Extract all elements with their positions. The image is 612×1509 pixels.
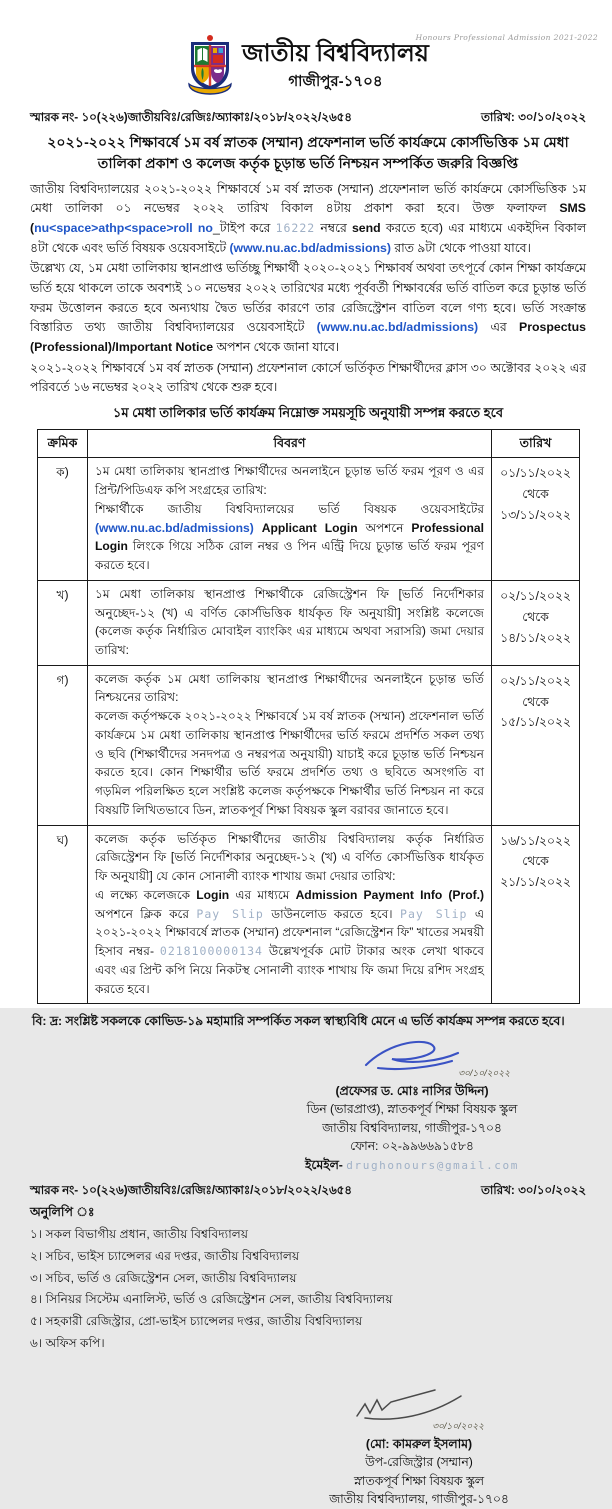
pay-slip-text: Pay Slip (400, 906, 468, 921)
schedule-table-caption: ১ম মেধা তালিকার ভর্তি কার্যক্রম নিম্নোক্ত সময়সূচি অনুযায়ী সম্পন্ন করতে হবে (112, 404, 504, 420)
date-range: ০২/১১/২০২২ থেকে ১৪/১১/২০২২ (492, 580, 580, 665)
date-range: ১৬/১১/২০২২ থেকে ২১/১১/২০২২ (492, 825, 580, 1004)
list-item: ৩। সচিব, ভর্তি ও রেজিস্ট্রেশন সেল, জাতীয় বিশ্ববিদ্যালয় (30, 1270, 297, 1285)
column-header-description: বিবরণ (88, 429, 492, 457)
signatory-name: (মো: কামরুল ইসলাম) (365, 1436, 473, 1451)
corner-watermark: Honours Professional Admission 2021-2022 (415, 33, 598, 42)
signatory-email-line: ইমেইল- drughonours@gmail.com (305, 1157, 519, 1172)
admissions-website-link[interactable]: (www.nu.ac.bd/admissions) (229, 240, 391, 255)
university-name: জাতীয় বিশ্ববিদ্যালয় (242, 39, 429, 67)
memo-ref: স্মারক নং- ১০(২২৬)জাতীয়বিঃ/রেজিঃ/অ্যাকাঃ/২০১৮/২০২২/২৬৫৪ (30, 1183, 352, 1198)
bank-account-number: 0218100000134 (159, 944, 263, 959)
deputy-registrar-signature-icon (349, 1388, 489, 1424)
covid-note: বি: দ্র: সংশ্লিষ্ট সকলকে কোভিড-১৯ মহামারি সম্পর্কিত সকল স্বাস্থ্যবিধি মেনে এ ভর্তি কার্যক্রম সম্পন্ন করতে হবে। (32, 1014, 565, 1029)
sms-shortcode: 16222 (275, 220, 316, 235)
list-item: ২। সচিব, ভাইস চ্যান্সেলর এর দপ্তর, জাতীয় বিশ্ববিদ্যালয় (30, 1248, 300, 1263)
memo-date: তারিখ: ৩০/১০/২০২২ (481, 110, 586, 124)
pay-slip-text: Pay Slip (196, 906, 264, 921)
admissions-website-link[interactable]: (www.nu.ac.bd/admissions) (316, 320, 479, 335)
list-item: ১। সকল বিভাগীয় প্রধান, জাতীয় বিশ্ববিদ্যালয় (30, 1227, 248, 1242)
signatory-school: স্নাতকপূর্ব শিক্ষা বিষয়ক স্কুল (354, 1473, 484, 1488)
memo-date: তারিখ: ৩০/১০/২০২২ (481, 1183, 586, 1198)
university-logo-icon (187, 34, 233, 101)
table-row-ga: গ) কলেজ কর্তৃক ১ম মেধা তালিকায় স্থানপ্রাপ্ত শিক্ষার্থীদের অনলাইনে চূড়ান্ত ভর্তি নিশ্চয়নের তারিখ: কলেজ কর্তৃপক্ষকে ২০২১-২০২২ শিক্ষাবর্ষে ১ম বর্ষ স্নাতক (সম্মান) প্রফেশনাল ভর্তি কার্যক্রমে ১ম মেধা তালিকায় স্থানপ্রাপ্ত শিক্ষার্থীদের ভর্তি ফরমে প্রদর্শিত সকল তথ্য ও ছবি (শিক্ষার্থীদের সনদপত্র ও নম্বরপত্র অনুযায়ী) যাচাই করে চূড়ান্ত ভর্তি নিশ্চয়ন করতে হবে। কোন শিক্ষার্থীর ভর্তি ফরমে প্রদর্শিত তথ্য ও ছবিতে অসংগতি বা গড়মিল পরিলক্ষিত হলে সংশ্লিষ্ট কলেজ কর্তৃপক্ষকে শিক্ষার্থীর ভর্তি নিশ্চয়ন না করে বিষয়টি লিখিতভাবে ডিন, স্নাতকপূর্ব শিক্ষা বিষয়ক স্কুল বরাবর জানাতে হবে। ০২/১১/২০২২ থেকে ১৫/১১/২০২২ (38, 665, 580, 825)
signature-date: ৩০/১০/২০২২ (432, 1421, 484, 1432)
signatory-title: ডিন (ভারপ্রাপ্ত), স্নাতকপূর্ব শিক্ষা বিষয়ক স্কুল (306, 1102, 518, 1117)
paragraph-class-start: ২০২১-২০২২ শিক্ষাবর্ষে ১ম বর্ষ স্নাতক (সম্মান) প্রফেশনাল কোর্সে ভর্তিকৃত শিক্ষার্থীদের ক্লাস ৩০ অক্টোবর ২০২২ এর পরিবর্তে ১৬ নভেম্বর ২০২২ তারিখ থেকে শুরু হবে। (30, 360, 586, 395)
notice-title: ২০২১-২০২২ শিক্ষাবর্ষে ১ম বর্ষ স্নাতক (সম্মান) প্রফেশনাল ভর্তি কার্যক্রমে কোর্সভিত্তিক ১ম মেধা তালিকা প্রকাশ ও কলেজ কর্তৃক চূড়ান্ত ভর্তি নিশ্চয়ন সম্পর্কিত জরুরি বিজ্ঞপ্তি (47, 135, 569, 173)
signatory-phone: ফোন: ০২-৯৯৬৬৯১৫৮৪ (350, 1139, 474, 1154)
signatory-org: জাতীয় বিশ্ববিদ্যালয়, গাজীপুর-১৭০৪ (329, 1492, 509, 1507)
list-item: ৪। সিনিয়র সিস্টেম এনালিস্ট, ভর্তি ও রেজিস্ট্রেশন সেল, জাতীয় বিশ্ববিদ্যালয় (30, 1292, 393, 1307)
memo-ref: স্মারক নং- ১০(২২৬)জাতীয়বিঃ/রেজিঃ/অ্যাকাঃ/২০১৮/২০২২/২৬৫৪ (30, 110, 352, 124)
university-location: গাজীপুর-১৭০৪ (288, 73, 383, 91)
signatory-name: (প্রফেসর ড. মোঃ নাসির উদ্দিন) (335, 1083, 489, 1098)
schedule-table (37, 429, 580, 1004)
copies-heading: অনুলিপি ঃ (30, 1205, 95, 1220)
letterhead (30, 34, 586, 101)
table-row-ka: ক) ১ম মেধা তালিকায় স্থানপ্রাপ্ত শিক্ষার্থীদের অনলাইনে চূড়ান্ত ভর্তি ফরম পূরণ ও এর প্রিন্ট/পিডিএফ কপি সংগ্রহের তারিখ: শিক্ষার্থীকে জাতীয় বিশ্ববিদ্যালয়ের ভর্তি বিষয়ক ওয়েবসাইটের (www.nu.ac.bd/admissions) Applicant Login অপশনে Professional Login লিংকে গিয়ে সঠিক রোল নম্বর ও পিন এন্ট্রি দিয়ে চূড়ান্ত ভর্তি ফরম পূরণ করতে হবে। ০১/১১/২০২২ থেকে ১৩/১১/২০২২ (38, 458, 580, 580)
signatory-title: উপ-রেজিস্ট্রার (সম্মান) (365, 1455, 473, 1470)
signature-block-deputy-registrar (294, 1388, 544, 1508)
signature-date: ৩০/১০/২০২২ (458, 1068, 510, 1079)
admissions-website-link[interactable]: (www.nu.ac.bd/admissions) (95, 520, 254, 535)
distribution-list (30, 1204, 586, 1354)
memo-line-top (30, 108, 586, 128)
table-header-row (38, 429, 580, 457)
signatory-org: জাতীয় বিশ্ববিদ্যালয়, গাজীপুর-১৭০৪ (322, 1120, 502, 1135)
list-item: ৬। অফিস কপি। (30, 1335, 105, 1350)
paragraph-result-publication: জাতীয় বিশ্ববিদ্যালয়ের ২০২১-২০২২ শিক্ষাবর্ষে ১ম বর্ষ স্নাতক (সম্মান) প্রফেশনাল ভর্তি কার্যক্রমে কোর্সভিত্তিক ১ম মেধা তালিকা ০১ নভেম্বর ২০২২ তারিখ বিকাল ৪টায় প্রকাশ করা হবে। উক্ত ফলাফল SMS (nu<space>athp<space>roll no_টাইপ করে 16222 নম্বরে send করতে হবে) এর মাধ্যমে একইদিন বিকাল ৪টা থেকে এবং ভর্তি বিষয়ক ওয়েবসাইটে (www.nu.ac.bd/admissions) রাত ৯টা থেকে পাওয়া যাবে। (30, 181, 586, 255)
column-header-date: তারিখ (492, 429, 580, 457)
email-link[interactable]: drughonours@gmail.com (346, 1158, 519, 1172)
table-row-gha: ঘ) কলেজ কর্তৃক ভর্তিকৃত শিক্ষার্থীদের জাতীয় বিশ্ববিদ্যালয় কর্তৃক নির্ধারিত রেজিস্ট্রেশন ফি [ভর্তি নির্দেশিকার অনুচ্ছেদ-১২ (খ) এ বর্ণিত কোর্সভিত্তিক ধার্যকৃত ফি অনুযায়ী] যে কোন সোনালী ব্যাংক শাখায় জমা দেয়ার তারিখ: এ লক্ষ্যে কলেজকে Login এর মাধ্যমে Admission Payment Info (Prof.) অপশনে ক্লিক করে Pay Slip ডাউনলোড করতে হবে। Pay Slip এ ২০২১-২০২২ শিক্ষাবর্ষে স্নাতক (সম্মান) প্রফেশনাল “রেজিস্ট্রেশন ফি” খাতের সমন্বয়ী হিসাব নম্বর- 0218100000134 উল্লেখপূর্বক মোট টাকার অংক লেখা থাকবে এবং এর প্রিন্ট কপি নিয়ে নিকটস্থ সোনালী ব্যাংক শাখায় ফি জমা দিয়ে রশিদ সংগ্রহ করতে হবে। ১৬/১১/২০২২ থেকে ২১/১১/২০২২ (38, 825, 580, 1004)
paragraph-cancellation-rule: উল্লেখ্য যে, ১ম মেধা তালিকায় স্থানপ্রাপ্ত ভর্তিচ্ছু শিক্ষার্থী ২০২০-২০২১ শিক্ষাবর্ষ অথবা তৎপূর্বে কোন শিক্ষা কার্যক্রমে ভর্তি হয়ে থাকলে তাকে অবশ্যই ১০ নভেম্বর ২০২২ তারিখের মধ্যে পূর্ববর্তী শিক্ষাবর্ষের ভর্তি বাতিল করে চূড়ান্ত ভর্তি ফরম উত্তোলন করতে হবে অন্যথায় দ্বৈত ভর্তির কারণে তার রেজিস্ট্রেশন বাতিল বলে গণ্য হবে। ভর্তি সংক্রান্ত বিস্তারিত তথ্য জাতীয় বিশ্ববিদ্যালয়ের ওয়েবসাইটে (www.nu.ac.bd/admissions) এর Prospectus (Professional)/Important Notice অপশন থেকে জানা যাবে। (30, 261, 586, 354)
date-range: ০১/১১/২০২২ থেকে ১৩/১১/২০২২ (492, 458, 580, 580)
table-row-kha: খ) ১ম মেধা তালিকায় স্থানপ্রাপ্ত শিক্ষার্থীকে রেজিস্ট্রেশন ফি [ভর্তি নির্দেশিকার অনুচ্ছেদ-১২ (খ) এ বর্ণিত কোর্সভিত্তিক ধার্যকৃত ফি অনুযায়ী] সংশ্লিষ্ট কলেজে (কলেজ কর্তৃক নির্ধারিত মোবাইল ব্যাংকিং এর মাধ্যমে অথবা সরাসরি) জমা দেয়ার তারিখ: ০২/১১/২০২২ থেকে ১৪/১১/২০২২ (38, 580, 580, 665)
signature-block-dean (262, 1037, 562, 1174)
sms-format-text: nu<space>athp<space>roll no (34, 220, 213, 235)
list-item: ৫। সহকারী রেজিস্ট্রার, প্রো-ভাইস চ্যান্সেলর দপ্তর, জাতীয় বিশ্ববিদ্যালয় (30, 1313, 363, 1328)
column-header-serial: ক্রমিক (38, 429, 88, 457)
memo-line-bottom (30, 1181, 586, 1201)
date-range: ০২/১১/২০২২ থেকে ১৫/১১/২০২২ (492, 665, 580, 825)
